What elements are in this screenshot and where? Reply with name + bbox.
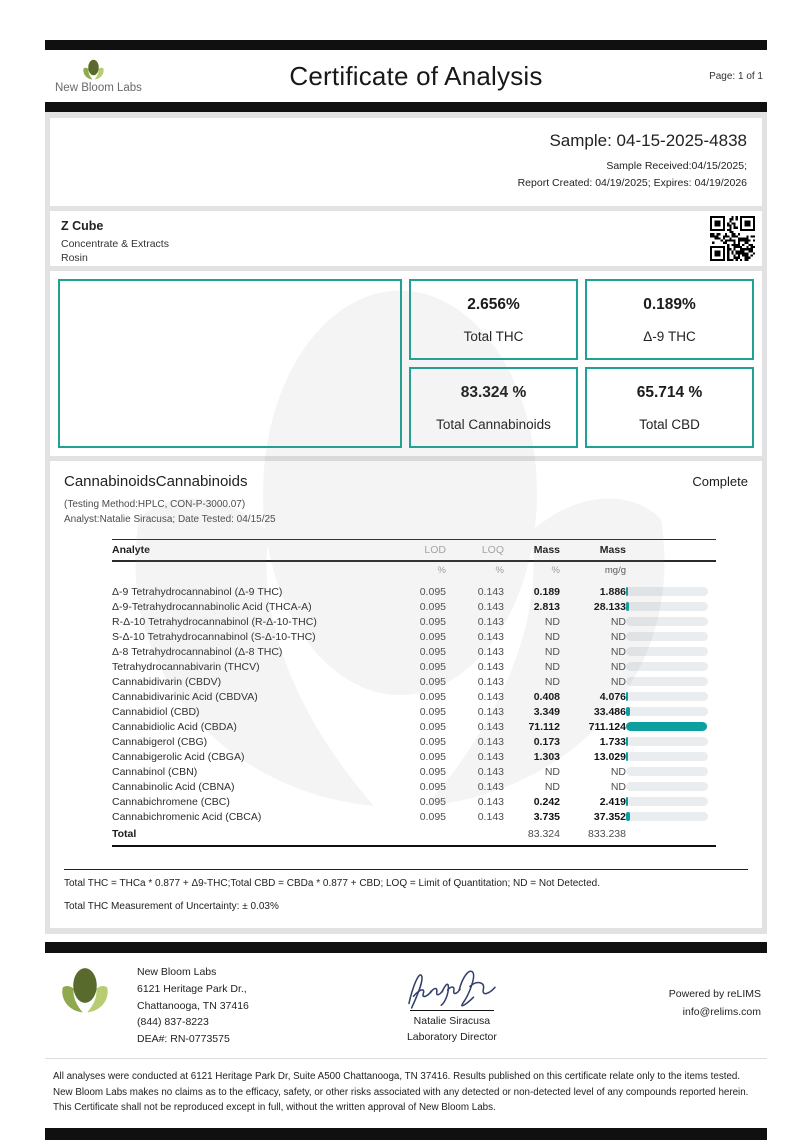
- col-lod: LOD: [424, 544, 446, 556]
- status-badge: Complete: [692, 474, 748, 489]
- summary-value: 2.656%: [467, 295, 520, 313]
- table-row: Cannabigerol (CBG) 0.095 0.143 0.173 1.733: [112, 734, 716, 749]
- relims-block: [669, 986, 767, 1048]
- summary-box-d9-thc: [585, 279, 754, 360]
- relims-email: info@relims.com: [682, 1005, 761, 1018]
- summary-value: 65.714 %: [636, 383, 703, 401]
- header: [45, 50, 767, 102]
- brand-block: [45, 58, 185, 94]
- mass-bar: [626, 812, 708, 821]
- bloom-logo-icon-large: [57, 964, 113, 1016]
- mass-bar: [626, 617, 708, 626]
- lab-dea: DEA#: RN-0773575: [137, 1033, 230, 1046]
- analyst-line: Analyst:Natalie Siracusa; Date Tested: 04/15/25: [64, 514, 276, 525]
- table-total-row: [112, 824, 716, 846]
- table-row: Cannabidiol (CBD) 0.095 0.143 3.349 33.486: [112, 704, 716, 719]
- cannabinoid-table-body: [112, 584, 716, 824]
- signature-block: [357, 964, 547, 1048]
- bloom-logo-icon: [81, 58, 106, 81]
- summary-box-total-cbd: [585, 367, 754, 448]
- table-row: Cannabichromene (CBC) 0.095 0.143 0.242 2.419: [112, 794, 716, 809]
- certificate-page: [45, 40, 767, 1140]
- product-info-card: [50, 211, 762, 266]
- summary-label: Δ-9 THC: [643, 328, 696, 344]
- table-row: Tetrahydrocannabivarin (THCV) 0.095 0.143 ND ND: [112, 659, 716, 674]
- col-loq: LOQ: [481, 544, 504, 556]
- total-label: Total: [112, 828, 137, 840]
- mass-bar: [626, 692, 708, 701]
- product-name: Z Cube: [61, 219, 104, 233]
- product-category: Concentrate & Extracts: [61, 238, 169, 250]
- lab-contact-block: [137, 964, 249, 1048]
- mass-bar: [626, 662, 708, 671]
- table-row: Δ-9-Tetrahydrocannabinolic Acid (THCA-A) 0.095 0.143 2.813 28.133: [112, 599, 716, 614]
- table-units-row: % % % mg/g: [437, 565, 626, 576]
- summary-label: Total Cannabinoids: [436, 416, 551, 432]
- testing-method: [64, 497, 748, 527]
- summary-card: [50, 271, 762, 456]
- footer-rule-bar: [45, 942, 767, 953]
- body-area: [45, 112, 767, 934]
- table-row: Cannabinol (CBN) 0.095 0.143 ND ND: [112, 764, 716, 779]
- mass-bar: [626, 602, 708, 611]
- summary-label: Total THC: [463, 328, 524, 344]
- mass-bar: [626, 647, 708, 656]
- summary-value: 83.324 %: [460, 383, 527, 401]
- mass-bar: [626, 752, 708, 761]
- qr-code: [710, 216, 755, 261]
- table-row: S-Δ-10 Tetrahydrocannabinol (S-Δ-10-THC) 0.095 0.143 ND ND: [112, 629, 716, 644]
- page-number: Page: 1 of 1: [709, 70, 763, 82]
- mass-bar: [626, 587, 708, 596]
- mass-bar: [626, 632, 708, 641]
- section-title: CannabinoidsCannabinoids: [64, 473, 248, 490]
- product-type: Rosin: [61, 252, 88, 264]
- footnotes: [64, 869, 748, 912]
- col-mass-pct: Mass: [533, 544, 560, 556]
- table-header-row: [112, 540, 716, 562]
- powered-by: Powered by reLIMS: [668, 988, 761, 1000]
- mass-bar: [626, 737, 708, 746]
- summary-grid: [409, 279, 754, 448]
- header-rule-bar: [45, 102, 767, 112]
- mass-bar: [626, 677, 708, 686]
- lab-name: New Bloom Labs: [137, 966, 217, 978]
- summary-box-total-thc: [409, 279, 578, 360]
- lab-address-1: 6121 Heritage Park Dr.,: [137, 982, 247, 995]
- page-title: Certificate of Analysis: [289, 60, 543, 91]
- disclaimer-text: All analyses were conducted at 6121 Heritage Park Dr, Suite A500 Chattanooga, TN 37416. Results published on this certificate relate only to the items tested. New Bloom Labs makes no claims as to the efficacy, safety, or other risks associated with any detected or non-detected level of any compounds reported herein. This Certificate shall not be reproduced except in full, without the written approval of New Bloom Labs.: [53, 1070, 749, 1114]
- footnote-uncertainty: Total THC Measurement of Uncertainty: ± 0.03%: [64, 901, 279, 912]
- mass-bar: [626, 767, 708, 776]
- col-mass-mgg: Mass: [599, 544, 626, 556]
- report-dates: Report Created: 04/19/2025; Expires: 04/19/2026: [517, 177, 747, 189]
- summary-value: 0.189%: [643, 295, 696, 313]
- footer: [45, 953, 767, 1054]
- table-row: Cannabinolic Acid (CBNA) 0.095 0.143 ND ND: [112, 779, 716, 794]
- table-row: Cannabigerolic Acid (CBGA) 0.095 0.143 1.303 13.029: [112, 749, 716, 764]
- table-row: Δ-8 Tetrahydrocannabinol (Δ-8 THC) 0.095 0.143 ND ND: [112, 644, 716, 659]
- summary-box-total-cannabinoids: [409, 367, 578, 448]
- mass-bar: [626, 797, 708, 806]
- product-image-placeholder: [58, 279, 402, 448]
- table-row: Cannabidivarinic Acid (CBDVA) 0.095 0.143 0.408 4.076: [112, 689, 716, 704]
- sample-info-card: [50, 118, 762, 206]
- lab-phone: (844) 837-8223: [137, 1016, 209, 1029]
- sample-received: Sample Received:04/15/2025;: [606, 160, 747, 172]
- footnote-formula: Total THC = THCa * 0.877 + Δ9-THC;Total CBD = CBDa * 0.877 + CBD; LOQ = Limit of Quantitation; ND = Not Detected.: [64, 878, 600, 889]
- table-row: Cannabichromenic Acid (CBCA) 0.095 0.143 3.735 37.352: [112, 809, 716, 824]
- mass-bar: [626, 782, 708, 791]
- bottom-rule-bar: [45, 1128, 767, 1140]
- col-analyte: Analyte: [112, 544, 150, 556]
- brand-name: New Bloom Labs: [55, 82, 142, 94]
- cannabinoids-header: [64, 473, 748, 490]
- total-mass-pct: 83.324: [527, 828, 560, 840]
- mass-bar: [626, 722, 708, 731]
- cannabinoids-card: [50, 461, 762, 928]
- signature-line: [410, 1010, 494, 1011]
- summary-label: Total CBD: [639, 416, 700, 432]
- table-row: Δ-9 Tetrahydrocannabinol (Δ-9 THC) 0.095 0.143 0.189 1.886: [112, 584, 716, 599]
- table-row: Cannabidiolic Acid (CBDA) 0.095 0.143 71.112 711.124: [112, 719, 716, 734]
- table-row: R-Δ-10 Tetrahydrocannabinol (R-Δ-10-THC) 0.095 0.143 ND ND: [112, 614, 716, 629]
- total-mass-mgg: 833.238: [588, 828, 626, 840]
- cannabinoid-table: [112, 539, 716, 847]
- method-line: (Testing Method:HPLC, CON-P-3000.07): [64, 499, 246, 510]
- signer-name: Natalie Siracusa: [413, 1015, 491, 1027]
- table-row: Cannabidivarin (CBDV) 0.095 0.143 ND ND: [112, 674, 716, 689]
- signature-icon: [397, 964, 507, 1016]
- mass-bar: [626, 707, 708, 716]
- sample-id: Sample: 04-15-2025-4838: [549, 131, 747, 150]
- lab-address-2: Chattanooga, TN 37416: [137, 999, 249, 1012]
- top-rule-bar: [45, 40, 767, 50]
- signer-title: Laboratory Director: [406, 1031, 497, 1043]
